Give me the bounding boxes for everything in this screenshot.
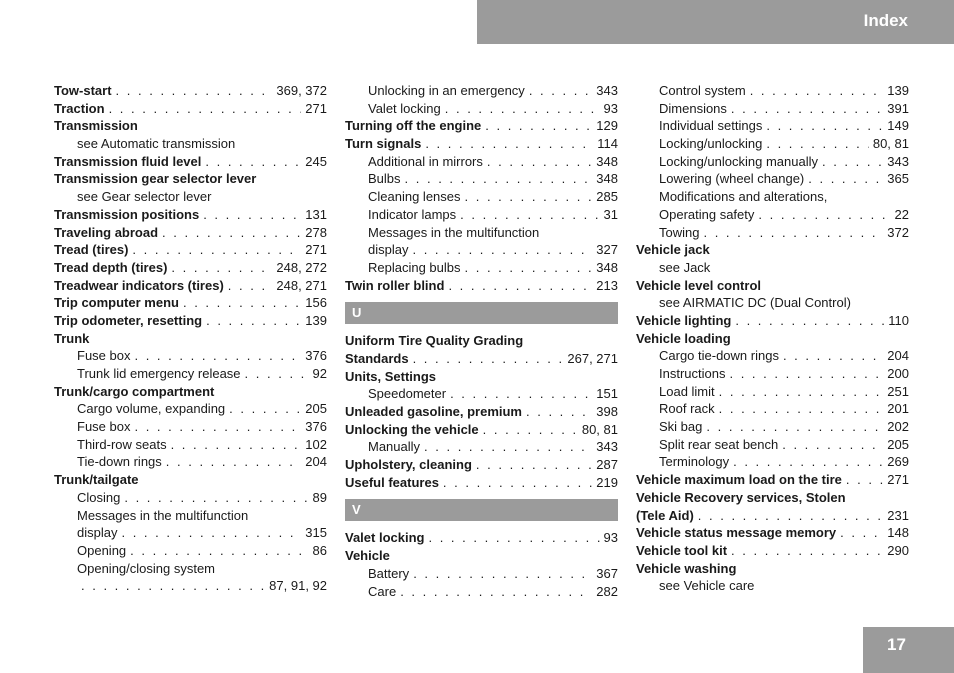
index-entry	[636, 524, 909, 542]
entry-page-ref[interactable]: 200	[887, 366, 909, 381]
entry-term: Transmission gear selector lever	[54, 171, 257, 187]
index-column-2	[345, 82, 618, 600]
index-entry	[636, 471, 909, 489]
dot-leader	[526, 403, 592, 421]
entry-term: Towing	[659, 224, 700, 240]
entry-term: Twin roller blind	[345, 277, 445, 293]
index-subentry	[54, 507, 327, 525]
dot-leader	[465, 188, 593, 206]
entry-term: Tread (tires)	[54, 242, 129, 258]
index-subentry	[54, 135, 327, 153]
entry-page-ref[interactable]: 86	[312, 542, 327, 558]
entry-page-ref[interactable]: 129	[596, 118, 618, 134]
entry-term: Control system	[659, 83, 746, 98]
index-entry	[636, 489, 909, 507]
entry-page-ref[interactable]: 204	[887, 348, 909, 364]
index-entry	[54, 170, 327, 188]
index-entry	[54, 117, 327, 135]
index-entry	[345, 332, 618, 350]
dot-leader	[450, 385, 592, 403]
index-subentry	[54, 436, 327, 454]
entry-term: Load limit	[659, 383, 715, 399]
entry-page-ref[interactable]: 251	[887, 383, 909, 399]
dot-leader	[465, 259, 593, 277]
entry-term: see Gear selector lever	[77, 189, 212, 205]
index-entry	[54, 294, 327, 312]
entry-term: Vehicle maximum load on the tire	[636, 472, 842, 488]
entry-page-ref[interactable]: 139	[305, 312, 327, 328]
dot-leader	[109, 100, 302, 118]
index-subentry	[636, 400, 909, 418]
dot-leader	[245, 365, 309, 383]
dot-leader	[400, 583, 592, 601]
entry-term: Vehicle lighting	[636, 312, 732, 328]
dot-leader	[183, 294, 301, 312]
dot-leader	[487, 153, 592, 171]
dot-leader	[229, 400, 301, 418]
index-subentry	[54, 453, 327, 471]
entry-page-ref[interactable]: 245	[305, 153, 327, 169]
entry-page-ref[interactable]: 151	[596, 386, 618, 402]
dot-leader	[485, 117, 592, 135]
entry-term: Messages in the multifunction	[368, 224, 540, 240]
entry-term: Unlocking in an emergency	[368, 83, 525, 98]
dot-leader	[483, 421, 578, 439]
index-entry	[54, 224, 327, 242]
dot-leader	[424, 438, 592, 456]
index-subentry	[636, 347, 909, 365]
index-subentry	[636, 294, 909, 312]
dot-leader	[205, 153, 301, 171]
entry-term: Vehicle jack	[636, 242, 710, 258]
page-title: Index	[863, 11, 908, 30]
entry-term: Fuse box	[77, 348, 131, 364]
dot-leader	[134, 347, 301, 365]
index-entry	[345, 547, 618, 565]
entry-term: Battery	[368, 565, 410, 581]
entry-term: Modifications and alterations,	[659, 189, 828, 205]
index-entry	[54, 471, 327, 489]
entry-page-ref[interactable]: 93	[603, 530, 618, 546]
dot-leader	[766, 117, 883, 135]
entry-term: Closing	[77, 489, 121, 505]
dot-leader	[448, 277, 592, 295]
entry-page-ref[interactable]: 248, 272	[276, 259, 327, 275]
index-entry	[345, 421, 618, 439]
index-subentry	[636, 436, 909, 454]
entry-term: Traction	[54, 100, 105, 116]
entry-term: Fuse box	[77, 419, 131, 435]
index-subentry	[54, 347, 327, 365]
entry-page-ref[interactable]: 343	[596, 439, 618, 455]
index-subentry	[54, 560, 327, 578]
index-entry	[636, 330, 909, 348]
entry-page-ref[interactable]: 205	[887, 436, 909, 452]
index-entry	[54, 259, 327, 277]
entry-term: Trunk lid emergency release	[77, 366, 241, 381]
index-entry	[345, 277, 618, 295]
entry-page-ref[interactable]: 204	[305, 454, 327, 470]
entry-term: Treadwear indicators (tires)	[54, 277, 224, 293]
dot-leader	[405, 170, 593, 188]
index-entry	[54, 330, 327, 348]
entry-term: Locking/unlocking manually	[659, 153, 818, 169]
dot-leader	[750, 82, 884, 100]
index-subentry	[636, 153, 909, 171]
index-subentry	[636, 577, 909, 595]
entry-term: Vehicle level control	[636, 277, 761, 293]
dot-leader	[132, 241, 301, 259]
index-subentry	[345, 206, 618, 224]
index-subentry	[345, 188, 618, 206]
index-entry	[636, 312, 909, 330]
dot-leader	[735, 312, 884, 330]
dot-leader	[476, 456, 592, 474]
dot-leader	[733, 453, 883, 471]
dot-leader	[134, 418, 301, 436]
dot-leader	[698, 507, 884, 525]
entry-page-ref[interactable]: 213	[596, 277, 618, 293]
entry-term: Third-row seats	[77, 436, 167, 452]
entry-term: Tow-start	[54, 83, 112, 98]
entry-term: Additional in mirrors	[368, 153, 483, 169]
entry-page-ref[interactable]: 22	[894, 206, 909, 222]
entry-term: Units, Settings	[345, 368, 437, 384]
entry-page-ref[interactable]: 290	[887, 542, 909, 558]
entry-term: Vehicle	[345, 548, 390, 564]
page-number: 17	[887, 635, 906, 654]
entry-term: Trip computer menu	[54, 295, 179, 311]
dot-leader	[413, 350, 564, 368]
entry-page-ref[interactable]: 271	[305, 242, 327, 258]
dot-leader	[443, 474, 592, 492]
dot-leader	[766, 135, 868, 153]
dot-leader	[846, 471, 883, 489]
index-entry	[345, 529, 618, 547]
index-subentry	[345, 100, 618, 118]
dot-leader	[81, 577, 265, 595]
index-subentry	[54, 542, 327, 560]
entry-term: Turn signals	[345, 136, 422, 152]
entry-term: Cargo volume, expanding	[77, 401, 226, 417]
dot-leader	[425, 135, 593, 153]
dot-leader	[413, 565, 592, 583]
index-entry	[636, 241, 909, 259]
index-entry	[345, 474, 618, 492]
index-subentry	[636, 453, 909, 471]
index-entry	[54, 82, 327, 100]
entry-term: Useful features	[345, 474, 439, 490]
entry-term: Opening	[77, 542, 127, 558]
dot-leader	[171, 259, 272, 277]
dot-leader	[116, 82, 273, 100]
entry-term: Upholstery, cleaning	[345, 457, 472, 473]
entry-term: Trunk/tailgate	[54, 472, 139, 488]
index-entry	[345, 117, 618, 135]
entry-term: Standards	[345, 350, 409, 366]
entry-term: Cleaning lenses	[368, 189, 461, 205]
index-subentry	[636, 224, 909, 242]
entry-term: see Jack	[659, 259, 711, 275]
dot-leader	[203, 206, 301, 224]
index-entry	[345, 135, 618, 153]
entry-page-ref[interactable]: 156	[305, 295, 327, 311]
index-entry	[54, 100, 327, 118]
index-subentry	[636, 365, 909, 383]
index-entry	[54, 277, 327, 295]
dot-leader	[731, 542, 883, 560]
dot-leader	[822, 153, 883, 171]
entry-page-ref[interactable]: 219	[596, 474, 618, 490]
index-subentry	[54, 188, 327, 206]
entry-term: Transmission	[54, 118, 138, 134]
index-subentry	[54, 489, 327, 507]
entry-term: Roof rack	[659, 401, 715, 417]
index-subentry	[54, 577, 327, 595]
index-subentry	[345, 241, 618, 259]
entry-page-ref[interactable]: 148	[887, 525, 909, 541]
entry-page-ref[interactable]: 348	[596, 171, 618, 187]
entry-term: Turning off the engine	[345, 118, 482, 134]
dot-leader	[808, 170, 883, 188]
entry-term: Indicator lamps	[368, 206, 457, 222]
entry-page-ref[interactable]: 80, 81	[581, 421, 618, 437]
entry-page-ref[interactable]: 391	[887, 100, 909, 116]
section-letter: V	[345, 499, 618, 521]
entry-term: display	[77, 525, 118, 541]
entry-term: Cargo tie-down rings	[659, 348, 779, 364]
entry-page-ref[interactable]: 269	[887, 454, 909, 470]
entry-page-ref[interactable]: 376	[305, 419, 327, 435]
entry-page-ref[interactable]: 131	[305, 206, 327, 222]
entry-page-ref[interactable]: 89	[312, 489, 327, 505]
index-subentry	[345, 82, 618, 100]
entry-term: Locking/unlocking	[659, 136, 763, 152]
entry-page-ref[interactable]: 278	[305, 224, 327, 240]
index-subentry	[54, 524, 327, 542]
index-subentry	[54, 365, 327, 383]
entry-term: Opening/closing system	[77, 560, 216, 576]
index-subentry	[636, 383, 909, 401]
index-entry	[636, 507, 909, 525]
entry-page-ref[interactable]: 343	[887, 153, 909, 169]
index-subentry	[636, 206, 909, 224]
dot-leader	[445, 100, 600, 118]
index-subentry	[636, 117, 909, 135]
dot-leader	[171, 436, 302, 454]
entry-page-ref[interactable]: 376	[305, 348, 327, 364]
entry-page-ref[interactable]: 287	[596, 457, 618, 473]
entry-page-ref[interactable]: 372	[887, 224, 909, 240]
entry-term: Individual settings	[659, 118, 763, 134]
index-entry	[54, 153, 327, 171]
entry-page-ref[interactable]: 271	[305, 100, 327, 116]
entry-term: (Tele Aid)	[636, 507, 694, 523]
index-subentry	[636, 259, 909, 277]
entry-page-ref[interactable]: 139	[887, 83, 909, 98]
index-subentry	[345, 153, 618, 171]
dot-leader	[703, 224, 883, 242]
entry-term: see Automatic transmission	[77, 136, 236, 152]
dot-leader	[121, 524, 301, 542]
entry-term: Vehicle tool kit	[636, 542, 728, 558]
entry-page-ref[interactable]: 282	[596, 583, 618, 599]
dot-leader	[529, 82, 592, 100]
dot-leader	[206, 312, 301, 330]
entry-term: Valet locking	[345, 530, 425, 546]
index-entry	[54, 206, 327, 224]
entry-term: Split rear seat bench	[659, 436, 779, 452]
entry-term: Vehicle Recovery services, Stolen	[636, 489, 846, 505]
entry-term: Vehicle washing	[636, 560, 737, 576]
entry-term: Transmission fluid level	[54, 153, 202, 169]
entry-term: Trip odometer, resetting	[54, 312, 203, 328]
dot-leader	[412, 241, 592, 259]
header-bar	[477, 0, 954, 44]
page-number-box	[863, 627, 954, 673]
entry-term: Trunk	[54, 330, 90, 346]
dot-leader	[428, 529, 599, 547]
entry-term: Care	[368, 583, 397, 599]
entry-page-ref[interactable]: 367	[596, 565, 618, 581]
entry-term: Operating safety	[659, 206, 755, 222]
entry-page-ref[interactable]: 369, 372	[276, 83, 327, 98]
dot-leader	[782, 436, 883, 454]
entry-term: Transmission positions	[54, 206, 200, 222]
entry-page-ref[interactable]: 80, 81	[872, 136, 909, 152]
entry-term: see AIRMATIC DC (Dual Control)	[659, 295, 851, 311]
index-entry	[636, 560, 909, 578]
index-subentry	[636, 135, 909, 153]
entry-page-ref[interactable]: 271	[887, 472, 909, 488]
entry-page-ref[interactable]: 231	[887, 507, 909, 523]
index-subentry	[54, 418, 327, 436]
index-subentry	[345, 224, 618, 242]
dot-leader	[162, 224, 301, 242]
index-subentry	[636, 170, 909, 188]
entry-page-ref[interactable]: 149	[887, 118, 909, 134]
index-subentry	[345, 259, 618, 277]
entry-page-ref[interactable]: 87, 91, 92	[269, 578, 327, 594]
dot-leader	[460, 206, 599, 224]
entry-term: Messages in the multifunction	[77, 507, 249, 523]
entry-term: see Vehicle care	[659, 578, 755, 594]
entry-page-ref[interactable]: 285	[596, 189, 618, 205]
entry-term: Dimensions	[659, 100, 727, 116]
entry-term: Manually	[368, 439, 421, 455]
entry-term: Vehicle loading	[636, 330, 731, 346]
entry-term: Valet locking	[368, 100, 441, 116]
index-subentry	[636, 100, 909, 118]
entry-term: Lowering (wheel change)	[659, 171, 805, 187]
entry-term: Vehicle status message memory	[636, 525, 837, 541]
index-entry	[636, 542, 909, 560]
index-subentry	[345, 565, 618, 583]
index-subentry	[636, 188, 909, 206]
entry-page-ref[interactable]: 348	[596, 153, 618, 169]
entry-page-ref[interactable]: 114	[597, 136, 618, 152]
entry-term: Terminology	[659, 454, 730, 470]
entry-page-ref[interactable]: 348	[596, 259, 618, 275]
index-subentry	[345, 385, 618, 403]
entry-page-ref[interactable]: 248, 271	[276, 277, 327, 293]
entry-term: Traveling abroad	[54, 224, 159, 240]
dot-leader	[130, 542, 308, 560]
entry-page-ref[interactable]: 343	[596, 83, 618, 98]
index-column-3	[636, 82, 909, 595]
entry-page-ref[interactable]: 92	[312, 366, 327, 381]
entry-page-ref[interactable]: 102	[305, 436, 327, 452]
index-column-1	[54, 82, 327, 595]
entry-term: Instructions	[659, 366, 726, 381]
entry-term: Bulbs	[368, 171, 401, 187]
dot-leader	[228, 277, 273, 295]
index-entry	[345, 350, 618, 368]
entry-term: Unlocking the vehicle	[345, 421, 479, 437]
section-letter: U	[345, 302, 618, 324]
entry-page-ref[interactable]: 201	[887, 401, 909, 417]
entry-page-ref[interactable]: 365	[887, 171, 909, 187]
index-entry	[54, 383, 327, 401]
index-entry	[345, 456, 618, 474]
entry-term: Replacing bulbs	[368, 259, 461, 275]
index-entry	[54, 241, 327, 259]
entry-page-ref[interactable]: 205	[305, 401, 327, 417]
index-entry	[345, 368, 618, 386]
entry-term: Trunk/cargo compartment	[54, 383, 215, 399]
entry-page-ref[interactable]: 398	[596, 404, 618, 419]
entry-term: display	[368, 242, 409, 258]
index-subentry	[345, 170, 618, 188]
dot-leader	[729, 365, 883, 383]
dot-leader	[731, 100, 883, 118]
entry-page-ref[interactable]: 315	[305, 525, 327, 541]
index-entry	[636, 277, 909, 295]
dot-leader	[719, 400, 884, 418]
entry-page-ref[interactable]: 31	[603, 206, 618, 222]
entry-page-ref[interactable]: 202	[887, 419, 909, 435]
entry-term: Tie-down rings	[77, 454, 162, 470]
dot-leader	[758, 206, 890, 224]
index-subentry	[636, 418, 909, 436]
index-subentry	[54, 400, 327, 418]
dot-leader	[706, 418, 883, 436]
entry-page-ref[interactable]: 110	[888, 312, 909, 328]
entry-term: Uniform Tire Quality Grading	[345, 333, 524, 349]
entry-page-ref[interactable]: 93	[603, 100, 618, 116]
index-entry	[345, 403, 618, 421]
dot-leader	[840, 524, 883, 542]
index-subentry	[345, 438, 618, 456]
dot-leader	[719, 383, 884, 401]
index-subentry	[636, 82, 909, 100]
entry-term: Speedometer	[368, 386, 447, 402]
entry-term: Ski bag	[659, 419, 703, 435]
dot-leader	[783, 347, 883, 365]
entry-page-ref[interactable]: 327	[596, 242, 618, 258]
entry-term: Unleaded gasoline, premium	[345, 404, 522, 419]
entry-page-ref[interactable]: 267, 271	[567, 350, 618, 366]
entry-term: Tread depth (tires)	[54, 259, 168, 275]
dot-leader	[124, 489, 308, 507]
index-subentry	[345, 583, 618, 601]
dot-leader	[166, 453, 302, 471]
index-entry	[54, 312, 327, 330]
